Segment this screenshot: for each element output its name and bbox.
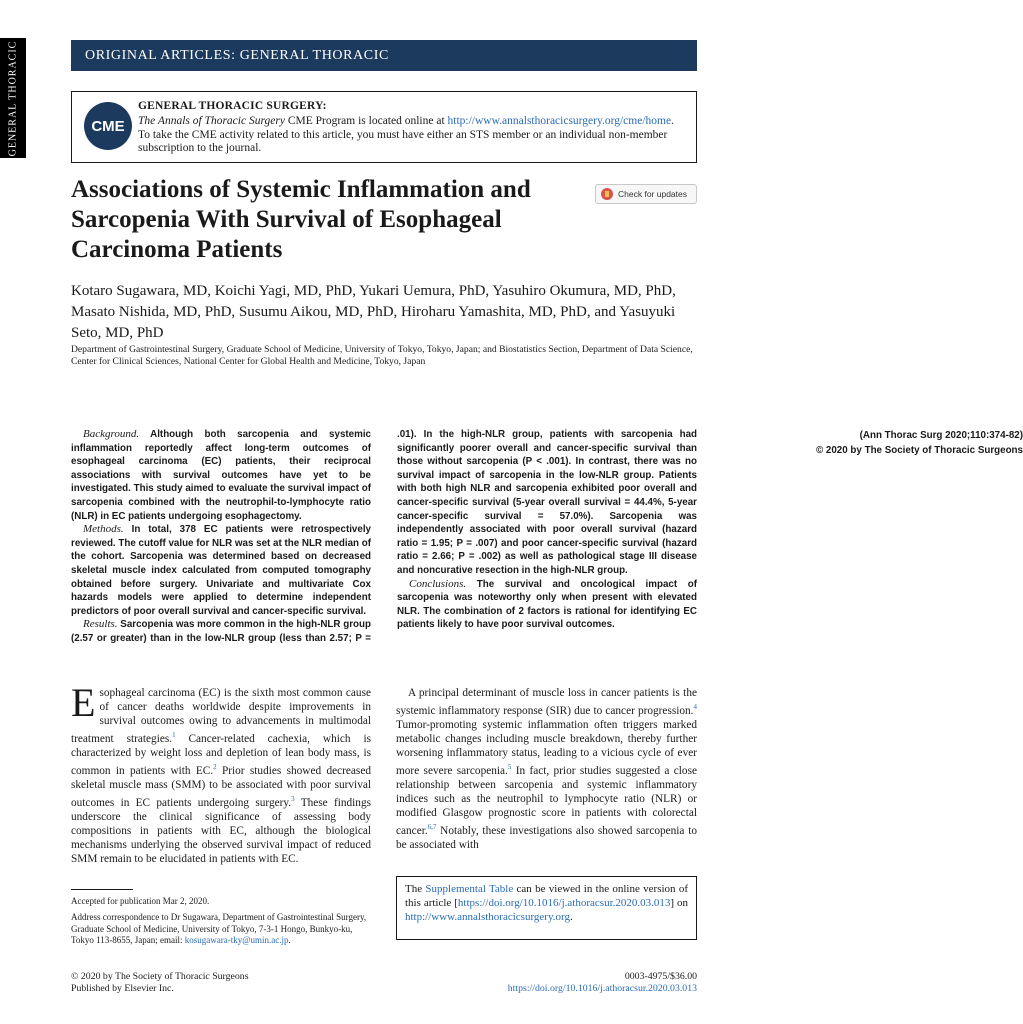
abstract-methods [71, 523, 371, 618]
author-list: Kotaro Sugawara, MD, Koichi Yagi, MD, PhD, Yukari Uemura, PhD, Yasuhiro Okumura, MD, PhD, Masato Nishida, MD, PhD, Susumu Aikou, MD, PhD, Hiroharu Yamashita, MD, PhD, and Yasuyuki Seto, MD, PhD [71, 283, 676, 341]
cme-heading: GENERAL THORACIC SURGERY: [138, 100, 327, 112]
abstract [71, 428, 1023, 658]
journal-site-link[interactable]: http://www.annalsthoracicsurgery.org [405, 911, 570, 923]
footer-copyright: © 2020 by The Society of Thoracic Surgeons [71, 971, 249, 982]
footer-publisher: Published by Elsevier Inc. [71, 983, 174, 994]
footer-right [508, 971, 697, 995]
doi-link[interactable]: https://doi.org/10.1016/j.athoracsur.2020.03.013 [457, 897, 671, 909]
cme-text-after: . To take the CME activity related to this article, you must have either an STS member or an individual non-member subscription to the journal. [138, 115, 674, 154]
cme-logo-icon [84, 102, 132, 150]
citation-block [723, 428, 1023, 458]
address-text: Address correspondence to Dr Sugawara, Department of Gastrointestinal Surgery, Graduate School of Medicine, University of Tokyo, 7-3-1 Hongo, Bunkyo-ku, Tokyo 113-8655, Japan; email: [71, 912, 367, 945]
abstract-copyright: © 2020 by The Society of Thoracic Surgeons [815, 445, 1023, 456]
reference-link[interactable]: 5 [507, 763, 512, 772]
reference-link[interactable]: 1 [172, 731, 176, 740]
abstract-conclusions-text: The survival and oncological impact of sarcopenia was noteworthy only when present with elevated NLR. The combination of 2 factors is rational for identifying EC patients likely to have poor survival outcomes. [397, 578, 697, 631]
journal-citation: (Ann Thorac Surg 2020;110:374-82) [859, 430, 1023, 441]
drop-cap: E [71, 680, 96, 725]
article-title: Associations of Systemic Inflammation and Sarcopenia With Survival of Esophageal Carcinoma Patients [71, 176, 531, 263]
supplement-text: can be viewed in the online version of this article [ [405, 883, 688, 909]
abstract-background-label: Background. [83, 428, 140, 440]
body-column-right [396, 686, 697, 852]
abstract-background [71, 428, 371, 523]
reference-link[interactable]: 3 [291, 795, 295, 804]
supplement-text: . [569, 911, 573, 923]
cme-journal-name: The Annals of Thoracic Surgery [138, 115, 285, 127]
supplement-text: ] on [670, 897, 688, 909]
abstract-methods-label: Methods. [83, 523, 124, 536]
abstract-conclusions [397, 578, 697, 632]
abstract-conclusions-label: Conclusions. [409, 577, 467, 590]
accepted-date: Accepted for publication Mar 2, 2020. [71, 896, 210, 906]
reference-link[interactable]: 2 [213, 763, 217, 772]
footer-left [71, 971, 249, 995]
cme-link[interactable]: http://www.annalsthoracicsurgery.org/cme/home [447, 115, 672, 127]
body-text: Notably, these investigations also showed sarcopenia to be associated with [396, 825, 697, 852]
body-text: Cancer-related cachexia, which is characterized by weight loss and depletion of lean body mass, is common in patients with EC. [71, 733, 372, 777]
body-paragraph [396, 686, 697, 852]
affiliation: Department of Gastrointestinal Surgery, Graduate School of Medicine, University of Tokyo, Tokyo, Japan; and Biostatistics Section, Department of Data Science, Center for Clinical Sciences, National Center for Global Health and Medicine, Tokyo, Japan [71, 344, 693, 367]
reference-link[interactable]: 6,7 [427, 823, 437, 832]
check-for-updates-label: Check for updates [618, 189, 687, 199]
body-text: A principal determinant of muscle loss in cancer patients is the systemic inflammatory response (SIR) due to cancer progression. [396, 687, 697, 717]
body-paragraph [71, 680, 372, 866]
check-for-updates-button[interactable] [595, 184, 697, 204]
cme-box [71, 91, 697, 163]
section-banner [71, 40, 697, 71]
supplemental-table-link[interactable]: Supplemental Table [425, 883, 514, 895]
cme-text [138, 115, 688, 156]
abstract-results-label: Results. [83, 618, 118, 631]
abstract-background-text: Although both sarcopenia and systemic inflammation reportedly affect long-term outcomes of esophageal carcinoma (EC) patients, their reciprocal associations with survival outcomes have yet to be investigated. This study aimed to evaluate the survival impact of sarcopenia combined with the neutrophil-to-lymphocyte ratio (NLR) in EC patients undergoing esophagectomy. [71, 429, 371, 522]
body-text: In fact, prior studies suggested a close relationship between sarcopenia and systemic inflammatory indices such as the neutrophil to lymphocyte ratio (NLR) or modified Glasgow prognostic score in patients with colorectal cancer. [396, 765, 697, 838]
body-text: Tumor-promoting systemic inflammation often triggers marked metabolic changes including muscle breakdown, thereby further worsening inflammatory status, leading to a vicious cycle of ever more severe sarcopenia. [396, 718, 697, 777]
side-tab-label: GENERAL THORACIC [7, 40, 19, 156]
correspondence-address [71, 912, 371, 947]
footer-issn: 0003-4975/$36.00 [624, 971, 697, 982]
footer-doi-link[interactable]: https://doi.org/10.1016/j.athoracsur.2020.03.013 [507, 983, 697, 994]
supplement-text: The [405, 883, 426, 895]
banner-label: ORIGINAL ARTICLES: GENERAL THORACIC [85, 47, 389, 63]
body-text: Prior studies showed decreased skeletal muscle mass (SMM) to be associated with poor survival outcomes in EC patients undergoing surgery. [71, 765, 371, 809]
reference-link[interactable]: 4 [693, 703, 697, 712]
abstract-methods-text: In total, 378 EC patients were retrospectively reviewed. The cutoff value for NLR was set at the NLR median of the cohort. Sarcopenia was determined based on decreased skeletal muscle index calculated from computed tomography obtained before surgery. Univariate and multivariate Cox hazards models were applied to determine independent predictors of poor overall survival and cancer-specific survival. [71, 524, 371, 617]
cme-text-before: CME Program is located online at [284, 115, 448, 127]
body-text: sophageal carcinoma (EC) is the sixth most common cause of cancer deaths worldwide despite improvements in survival outcomes owing to advancements in multimodal treatment strategies. [71, 687, 371, 746]
email-link[interactable]: kosugawara-tky@umin.ac.jp [184, 935, 289, 945]
address-end: . [288, 935, 291, 945]
supplement-box [396, 876, 697, 940]
section-side-tab [0, 38, 26, 158]
crossmark-icon [601, 188, 613, 200]
footnote-divider [71, 889, 133, 890]
body-text: These findings underscore the clinical significance of assessing body compositions in patients with EC, although the biological mechanisms underlying the observed survival impact of reduced SMM remain to be elucidated in patients with EC. [71, 796, 372, 866]
body-column-left [71, 680, 372, 866]
cme-logo-text: CME [91, 117, 125, 135]
abstract-results-text: Sarcopenia was more common in the high-NLR group (2.57 or greater) than in the low-NLR group (less than 2.57; P = .01). In the high-NLR group, patients with sarcopenia had significantly poorer overall and cancer-specific survival than those without sarcopenia (P < .001). In contrast, there was no survival impact of sarcopenia in the low-NLR group. Patients with both high NLR and sarcopenia exhibited poor overall and cancer-specific survival (5-year overall survival = 44.4%, 5-year cancer-specific survival = 57.0%). Sarcopenia was independently associated with poor overall survival (hazard ratio = 1.95; P = .007) and poor cancer-specific survival (hazard ratio = 2.66; P = .002) as well as pathological stage III disease and noncurative resection in the high-NLR group. [71, 429, 697, 644]
